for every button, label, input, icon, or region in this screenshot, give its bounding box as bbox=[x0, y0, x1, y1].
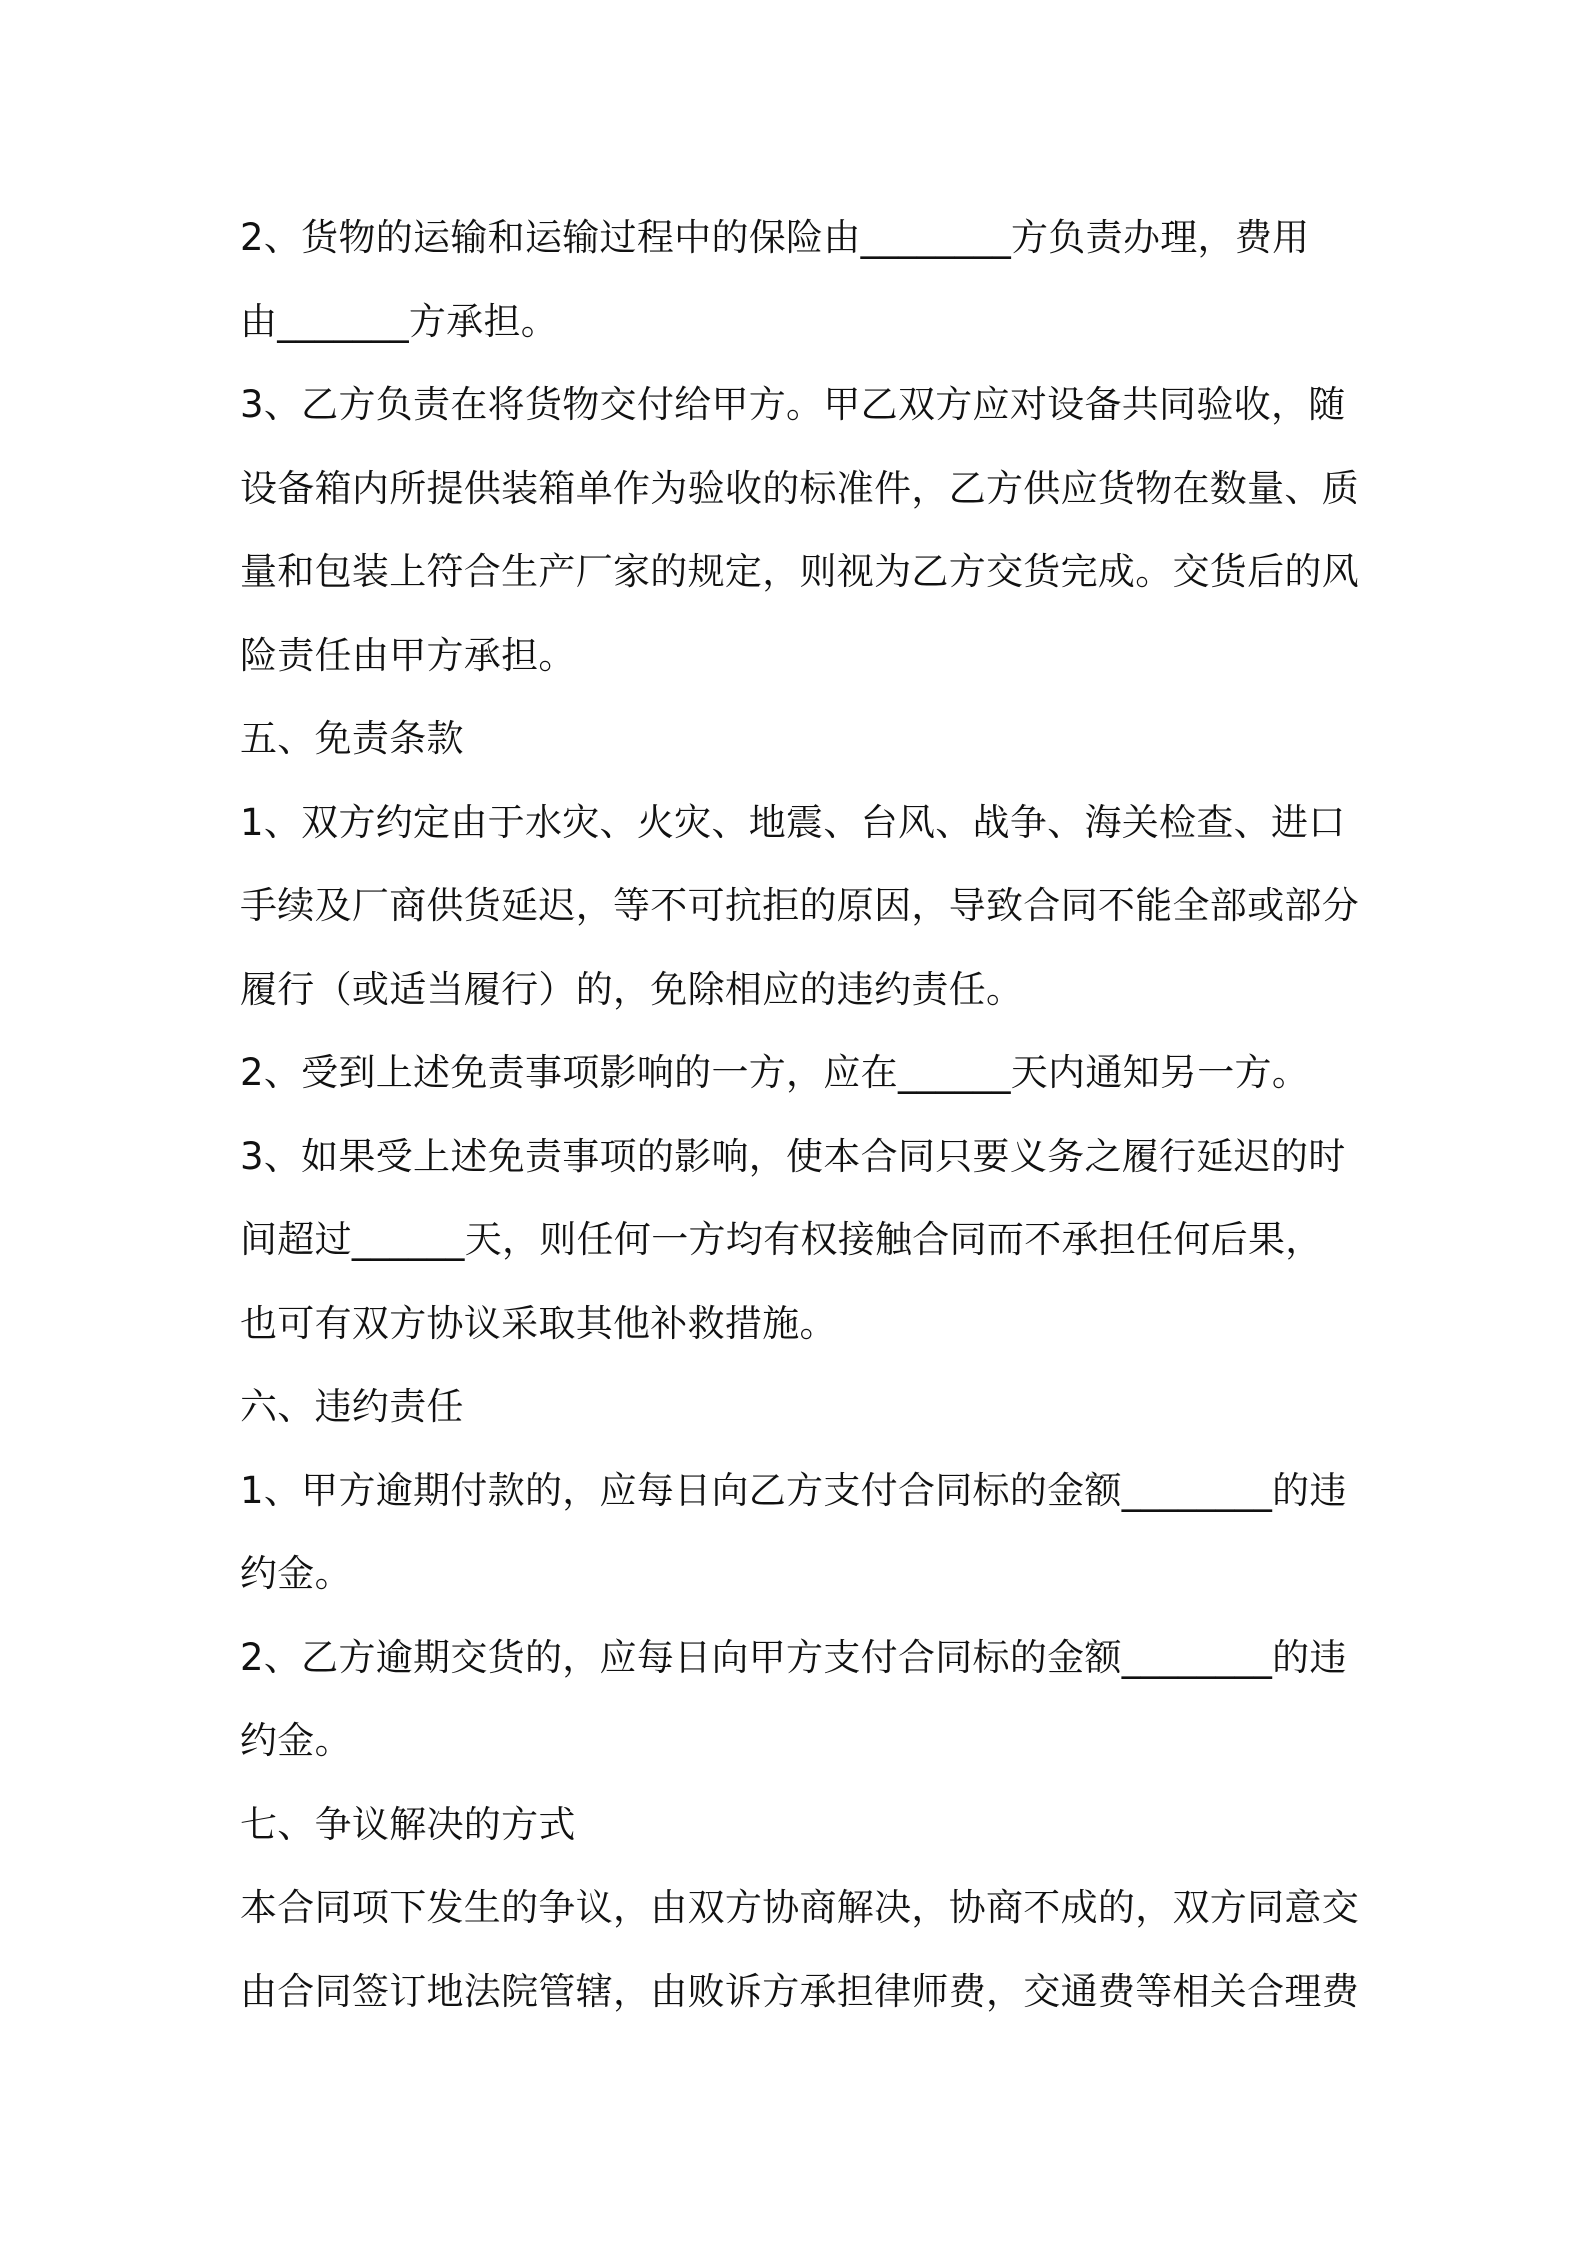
clause-6-2-line-1: 2、乙方逾期交货的，应每日向甲方支付合同标的金额________的违 bbox=[240, 1635, 1347, 1679]
clause-5-3-line-3: 也可有双方协议采取其他补救措施。 bbox=[240, 1301, 837, 1345]
clause-6-1-line-2: 约金。 bbox=[240, 1552, 352, 1595]
clause-5-3-line-1: 3、如果受上述免责事项的影响，使本合同只要义务之履行延迟的时 bbox=[240, 1134, 1346, 1178]
clause-4-2-line-2: 由_______方承担。 bbox=[240, 299, 559, 343]
section-heading-7: 七、争议解决的方式 bbox=[240, 1802, 576, 1846]
clause-7-line-2: 由合同签订地法院管辖，由败诉方承担律师费，交通费等相关合理费 bbox=[240, 1969, 1359, 2013]
section-heading-6: 六、违约责任 bbox=[240, 1385, 464, 1428]
clause-6-1-line-1: 1、甲方逾期付款的，应每日向乙方支付合同标的金额________的违 bbox=[240, 1468, 1347, 1512]
clause-7-line-1: 本合同项下发生的争议，由双方协商解决，协商不成的，双方同意交 bbox=[240, 1886, 1359, 1929]
clause-4-2-line-1: 2、货物的运输和运输过程中的保险由________方负责办理，费用 bbox=[240, 216, 1310, 259]
clause-4-3-line-4: 险责任由甲方承担。 bbox=[240, 633, 576, 677]
clause-5-1-line-3: 履行（或适当履行）的，免除相应的违约责任。 bbox=[240, 967, 1024, 1011]
clause-6-2-line-2: 约金。 bbox=[240, 1719, 352, 1762]
clause-4-3-line-2: 设备箱内所提供装箱单作为验收的标准件，乙方供应货物在数量、质 bbox=[240, 466, 1359, 510]
clause-5-1-line-1: 1、双方约定由于水灾、火灾、地震、台风、战争、海关检查、进口 bbox=[240, 800, 1346, 844]
clause-4-3-line-1: 3、乙方负责在将货物交付给甲方。甲乙双方应对设备共同验收，随 bbox=[240, 383, 1346, 426]
clause-5-1-line-2: 手续及厂商供货延迟，等不可抗拒的原因，导致合同不能全部或部分 bbox=[240, 884, 1359, 927]
clause-4-3-line-3: 量和包装上符合生产厂家的规定，则视为乙方交货完成。交货后的风 bbox=[240, 550, 1359, 593]
clause-5-2-line-1: 2、受到上述免责事项影响的一方，应在______天内通知另一方。 bbox=[240, 1051, 1310, 1094]
document-body bbox=[240, 196, 1360, 2033]
section-heading-5: 五、免责条款 bbox=[240, 717, 464, 760]
clause-5-3-line-2: 间超过______天，则任何一方均有权接触合同而不承担任何后果， bbox=[240, 1218, 1323, 1261]
